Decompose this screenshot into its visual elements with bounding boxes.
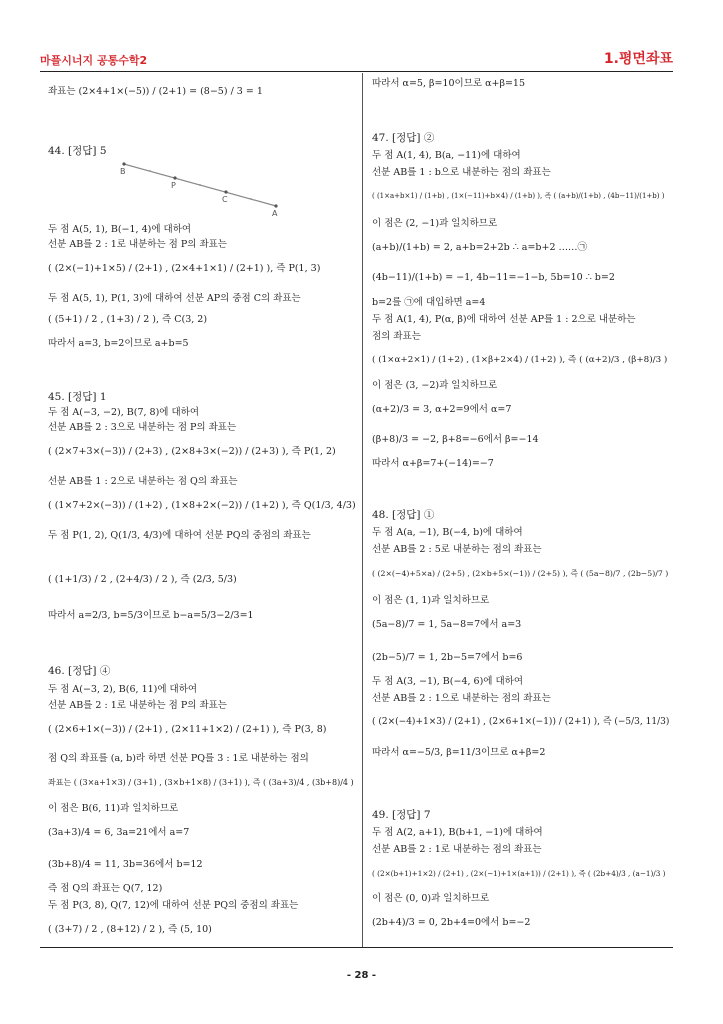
solution-line: 좌표는 (2×4+1×(−5)) / (2+1) = (8−5) / 3 = 1: [48, 86, 263, 97]
answer-heading: 49. [정답] 7: [372, 809, 431, 821]
solution-line: (2b+4)/3 = 0, 2b+4=0에서 b=−2: [372, 917, 531, 928]
solution-line: ( (2×(−1)+1×5) / (2+1) , (2×4+1×1) / (2+1) ), 즉 P(1, 3): [48, 263, 321, 274]
solution-line: 두 점 A(−3, 2), B(6, 11)에 대하여: [48, 684, 198, 695]
solution-line: ( (2×7+3×(−3)) / (2+3) , (2×8+3×(−2)) / (2+3) ), 즉 P(1, 2): [48, 446, 336, 457]
segment-figure: [120, 158, 280, 218]
solution-line: ( (5+1) / 2 , (1+3) / 2 ), 즉 C(3, 2): [48, 314, 208, 325]
solution-line: ( (3+7) / 2 , (8+12) / 2 ), 즉 (5, 10): [48, 924, 212, 935]
solution-line: 두 점 A(1, 4), P(α, β)에 대하여 선분 AP를 1 : 2으로 내분하는: [372, 314, 636, 325]
page-number: - 28 -: [346, 970, 377, 981]
solution-line: 따라서 α+β=7+(−14)=−7: [372, 458, 494, 469]
solution-line: (3b+8)/4 = 11, 3b=36에서 b=12: [48, 859, 203, 870]
solution-line: 점의 좌표는: [372, 331, 421, 342]
left-column: [48, 0, 356, 1024]
solution-line: ( (2×6+1×(−3)) / (2+1) , (2×11+1×2) / (2+1) ), 즉 P(3, 8): [48, 724, 327, 735]
solution-line: 선분 AB를 1 : 2으로 내분하는 점 Q의 좌표는: [48, 476, 238, 487]
solution-line: 이 점은 B(6, 11)과 일치하므로: [48, 803, 179, 814]
solution-line: ( (1×a+b×1) / (1+b) , (1×(−11)+b×4) / (1+b) ), 즉 ( (a+b)/(1+b) , (4b−11)/(1+b) ): [372, 192, 665, 200]
solution-line: (3a+3)/4 = 6, 3a=21에서 a=7: [48, 827, 190, 838]
solution-line: 두 점 P(3, 8), Q(7, 12)에 대하여 선분 PQ의 중점의 좌표는: [48, 900, 299, 911]
solution-line: 선분 AB를 2 : 3으로 내분하는 점 P의 좌표는: [48, 422, 237, 433]
solution-line: 선분 AB를 2 : 5로 내분하는 점의 좌표는: [372, 544, 542, 555]
figure-label-c: C: [222, 195, 228, 204]
solution-line: 선분 AB를 2 : 1으로 내분하는 점의 좌표는: [372, 693, 551, 704]
figure-label-b: B: [120, 167, 126, 176]
solution-line: 선분 AB를 1 : b으로 내분하는 점의 좌표는: [372, 167, 551, 178]
answer-heading: 44. [정답] 5: [48, 145, 107, 157]
solution-line: 따라서 α=−5/3, β=11/3이므로 α+β=2: [372, 747, 546, 758]
solution-line: 이 점은 (2, −1)과 일치하므로: [372, 218, 498, 229]
solution-line: ( (1×7+2×(−3)) / (1+2) , (1×8+2×(−2)) / (1+2) ), 즉 Q(1/3, 4/3): [48, 500, 356, 511]
answer-heading: 47. [정답] ②: [372, 132, 435, 144]
solution-line: 선분 AB를 2 : 1로 내분하는 점 P의 좌표는: [48, 700, 227, 711]
solution-line: (α+2)/3 = 3, α+2=9에서 α=7: [372, 404, 512, 415]
solution-line: 두 점 P(1, 2), Q(1/3, 4/3)에 대하여 선분 PQ의 중점의 좌표는: [48, 530, 311, 541]
solution-line: ( (1×α+2×1) / (1+2) , (1×β+2×4) / (1+2) ), 즉 ( (α+2)/3 , (β+8)/3 ): [372, 355, 668, 365]
solution-line: 이 점은 (1, 1)과 일치하므로: [372, 595, 490, 606]
solution-line: ( (2×(−4)+1×3) / (2+1) , (2×6+1×(−1)) / (2+1) ), 즉 (−5/3, 11/3): [372, 717, 670, 727]
solution-line: (5a−8)/7 = 1, 5a−8=7에서 a=3: [372, 619, 522, 630]
solution-line: 두 점 A(−3, −2), B(7, 8)에 대하여: [48, 407, 200, 418]
solution-line: b=2를 ㉠에 대입하면 a=4: [372, 297, 486, 308]
solution-line: 두 점 A(3, −1), B(−4, 6)에 대하여: [372, 676, 524, 687]
footer-rule: [40, 947, 673, 948]
right-column: [372, 0, 672, 1024]
answer-heading: 46. [정답] ④: [48, 665, 111, 677]
solution-line: 이 점은 (3, −2)과 일치하므로: [372, 380, 498, 391]
solution-line: 선분 AB를 2 : 1로 내분하는 점의 좌표는: [372, 844, 542, 855]
solution-line: 따라서 a=3, b=2이므로 a+b=5: [48, 338, 189, 349]
solution-line: (β+8)/3 = −2, β+8=−6에서 β=−14: [372, 434, 539, 445]
solution-line: 두 점 A(a, −1), B(−4, b)에 대하여: [372, 527, 523, 538]
solution-line: 이 점은 (0, 0)과 일치하므로: [372, 893, 490, 904]
solution-line: 두 점 A(5, 1), P(1, 3)에 대하여 선분 AP의 중점 C의 좌표는: [48, 293, 301, 304]
solution-line: 좌표는 ( (3×a+1×3) / (3+1) , (3×b+1×8) / (3+1) ), 즉 ( (3a+3)/4 , (3b+8)/4 ): [48, 778, 354, 787]
solution-line: 점 Q의 좌표를 (a, b)라 하면 선분 PQ를 3 : 1로 내분하는 점의: [48, 753, 309, 764]
solution-line: 두 점 A(2, a+1), B(b+1, −1)에 대하여: [372, 827, 543, 838]
solution-line: ( (1+1/3) / 2 , (2+4/3) / 2 ), 즉 (2/3, 5/3): [48, 574, 237, 585]
solution-line: (2b−5)/7 = 1, 2b−5=7에서 b=6: [372, 652, 523, 663]
solution-line: (a+b)/(1+b) = 2, a+b=2+2b ∴ a=b+2 ……㉠: [372, 242, 588, 253]
solution-line: 두 점 A(1, 4), B(a, −11)에 대하여: [372, 150, 521, 161]
answer-heading: 45. [정답] 1: [48, 391, 107, 403]
column-divider: [362, 73, 363, 947]
solution-line: ( (2×(b+1)+1×2) / (2+1) , (2×(−1)+1×(a+1)) / (2+1) ), 즉 ( (2b+4)/3 , (a−1)/3 ): [372, 869, 666, 878]
solution-line: 즉 점 Q의 좌표는 Q(7, 12): [48, 883, 163, 894]
solution-line: 따라서 a=2/3, b=5/3이므로 b−a=5/3−2/3=1: [48, 610, 254, 621]
solution-line: 선분 AB를 2 : 1로 내분하는 점 P의 좌표는: [48, 239, 227, 250]
solution-line: ( (2×(−4)+5×a) / (2+5) , (2×b+5×(−1)) / (2+5) ), 즉 ( (5a−8)/7 , (2b−5)/7 ): [372, 569, 669, 578]
figure-label-p: P: [171, 181, 176, 190]
figure-label-a: A: [272, 209, 278, 218]
header-chapter-title: 1.평면좌표: [603, 51, 673, 67]
header-book-title: 마플시너지 공통수학2: [40, 54, 148, 67]
solution-line: 두 점 A(5, 1), B(−1, 4)에 대하여: [48, 224, 192, 235]
solution-line: 따라서 α=5, β=10이므로 α+β=15: [372, 78, 526, 89]
answer-heading: 48. [정답] ①: [372, 509, 435, 521]
solution-line: (4b−11)/(1+b) = −1, 4b−11=−1−b, 5b=10 ∴ b=2: [372, 272, 615, 283]
